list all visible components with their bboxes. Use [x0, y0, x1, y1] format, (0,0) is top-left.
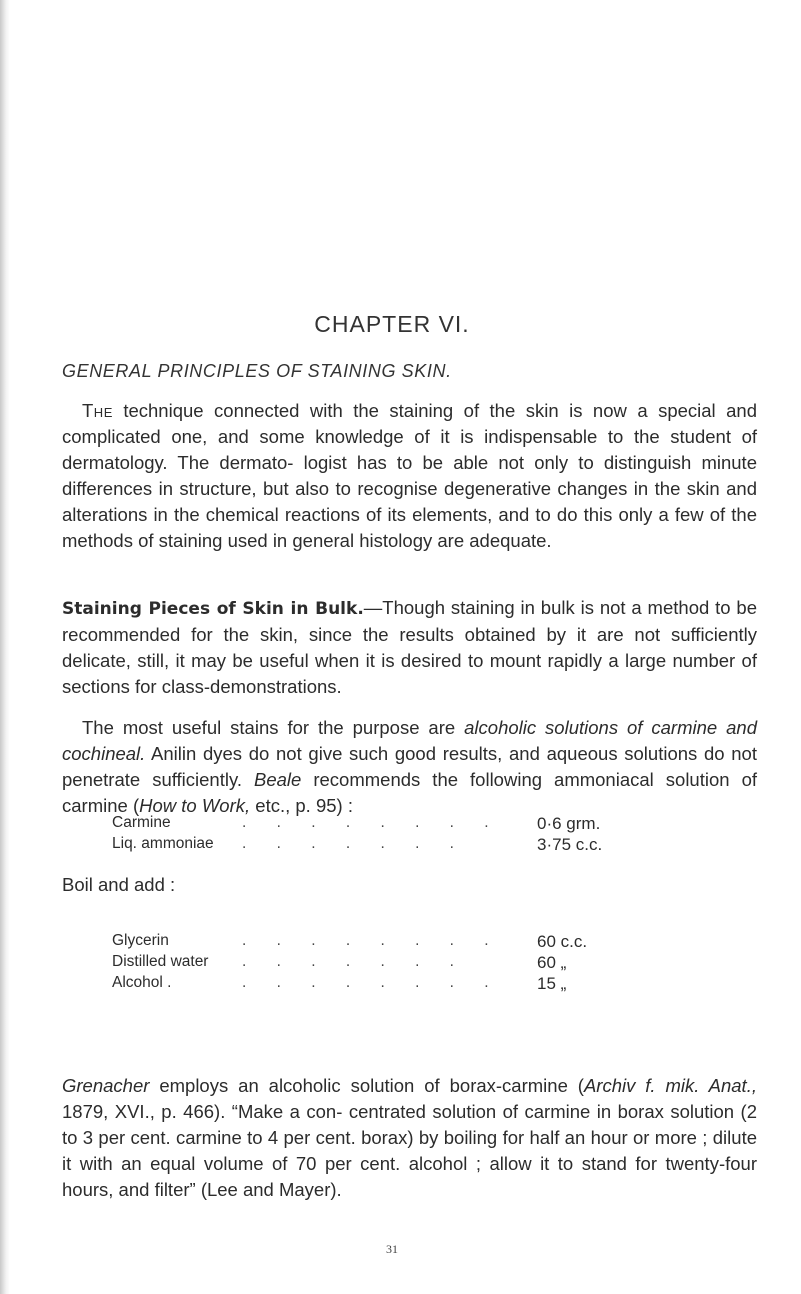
chapter-title-text: GENERAL PRINCIPLES OF STAINING SKIN.: [62, 361, 452, 381]
recipe-row: [112, 835, 752, 856]
paragraph-grenacher: [62, 1073, 757, 1203]
text-segment: 1879, XVI., p. 466). “Make a con- centrated solution of carmine in borax solution (2 to 3 per cent. carmine to 4 per cent. borax) by boiling for half an hour or more ; dilute it with an equal volume of 70 per cent. alcohol ; allow it to stand for twenty-four hours, and filter” (Lee and Mayer).: [62, 1101, 757, 1200]
ingredient-quantity: 3·75 c.c.: [537, 835, 603, 854]
ingredient-quantity: 0·6 grm.: [537, 814, 601, 833]
italic-segment: alcoholic solutions of carmine and cochineal.: [62, 717, 757, 764]
instruction-boil: Boil and add :: [62, 874, 176, 895]
text-segment: etc., p. 95) :: [250, 795, 353, 816]
ingredient-quantity: 15 „: [537, 974, 567, 993]
author-name: Grenacher: [62, 1075, 150, 1096]
ingredient-quantity: 60 „: [537, 953, 567, 972]
recipe-row: [112, 932, 752, 953]
section-heading: Staining Pieces of Skin in Bulk.: [62, 599, 364, 619]
page-edge-shadow: [0, 0, 10, 1294]
leader-dots: . . . . . . . .: [242, 932, 502, 949]
recipe-row: [112, 814, 752, 835]
ingredient-name: Alcohol .: [112, 974, 172, 991]
ingredient-name: Distilled water: [112, 953, 209, 970]
citation-title: How to Work,: [139, 795, 251, 816]
ingredient-quantity: 60 c.c.: [537, 932, 588, 951]
paragraph-stains: [62, 715, 757, 819]
recipe-carmine: [112, 814, 752, 856]
ingredient-name: Liq. ammoniae: [112, 835, 214, 852]
recipe-additions: [112, 932, 752, 995]
recipe-row: [112, 953, 752, 974]
recipe-row: [112, 974, 752, 995]
chapter-heading: CHAPTER VI.: [314, 311, 470, 337]
text-segment: recommends the following ammoniacal solution of carmine (: [62, 769, 757, 816]
chapter-title: [62, 361, 722, 382]
ingredient-name: Glycerin: [112, 932, 169, 949]
paragraph-bulk-text: —Though staining in bulk is not a method to be recommended for the skin, since the results obtained by it are not sufficiently delicate, still, it may be useful when it is desired to mount rapidly a large number of sections for class-demonstrations.: [62, 597, 758, 697]
leader-dots: . . . . . . .: [242, 835, 467, 852]
leader-dots: . . . . . . . .: [242, 814, 502, 831]
page-number: 31: [386, 1242, 398, 1256]
text-segment: The most useful stains for the purpose are: [82, 717, 465, 738]
paragraph-intro: [62, 398, 757, 554]
author-name: Beale: [254, 769, 302, 790]
leader-dots: . . . . . . . .: [242, 974, 502, 991]
paragraph-lead-word: The: [82, 400, 113, 421]
text-segment: employs an alcoholic solution of borax-carmine (: [149, 1075, 584, 1096]
citation-title: Archiv f. mik. Anat.,: [583, 1075, 757, 1096]
ingredient-name: Carmine: [112, 814, 171, 831]
leader-dots: . . . . . . .: [242, 953, 467, 970]
paragraph-bulk-staining: [62, 595, 757, 700]
text-segment: Anilin dyes do not give such good results, and aqueous solutions do not penetrate sufficiently.: [62, 743, 757, 790]
paragraph-intro-text: technique connected with the staining of the skin is now a special and complicated one, and some knowledge of it is indispensable to the student of dermatology. The dermato- logist has to be able not only to distinguish minute differences in structure, but also to recognise degenerative changes in the skin and alterations in the chemical reactions of its elements, and to do this only a few of the methods of staining used in general histology are adequate.: [62, 400, 757, 551]
